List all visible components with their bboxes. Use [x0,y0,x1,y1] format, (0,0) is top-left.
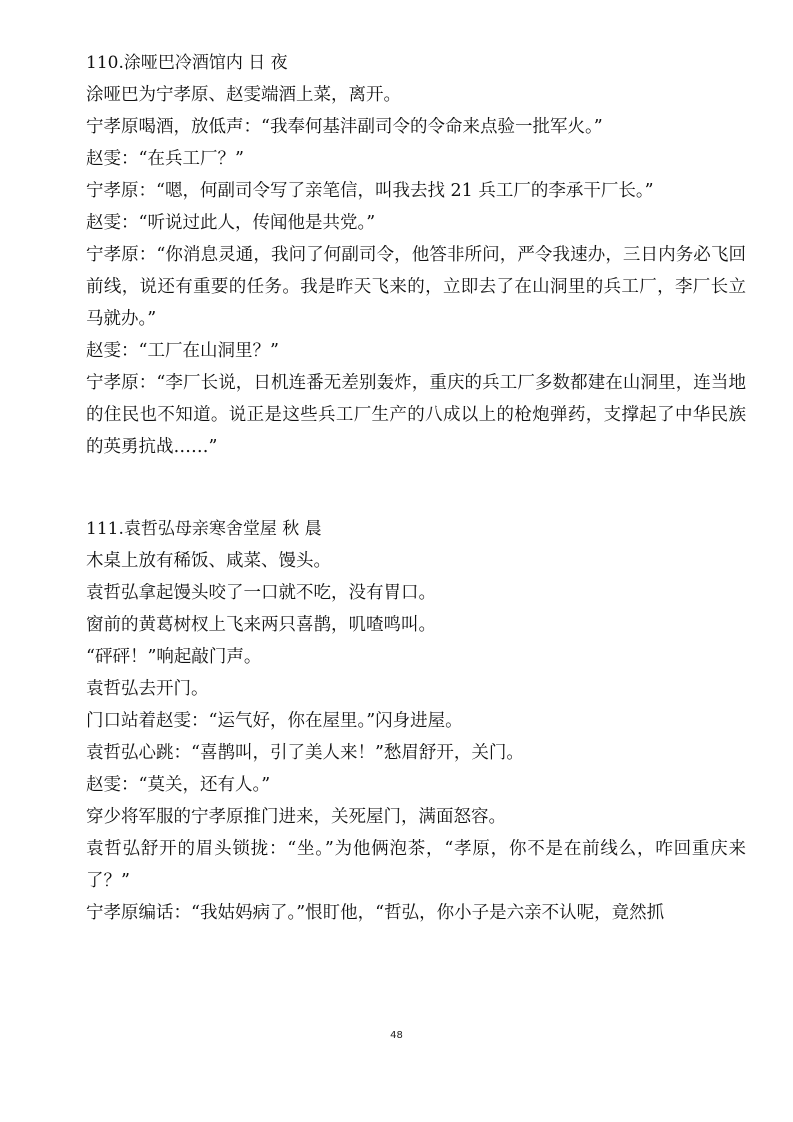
scene-110-line: 赵雯：“工厂在山洞里？” [86,341,279,361]
scene-111-line: 袁哲弘去开门。 [86,679,209,699]
scene-110-line: 涂哑巴为宁孝原、赵雯端酒上菜，离开。 [86,85,401,105]
scene-110-heading: 110.涂哑巴冷酒馆内 日 夜 [86,53,288,73]
scene-111-paragraph: 袁哲弘舒开的眉头锁拢：“坐。”为他俩泡茶，“孝原，你不是在前线么，咋回重庆来了？” [86,839,746,891]
scene-divider [86,463,746,513]
script-body [86,47,746,929]
scene-111-line: 袁哲弘拿起馒头咬了一口就不吃，没有胃口。 [86,583,436,603]
page-number: 48 [390,1030,403,1041]
scene-111-line: 窗前的黄葛树杈上飞来两只喜鹊，叽喳鸣叫。 [86,615,436,635]
scene-110-paragraph: 宁孝原：“你消息灵通，我问了何副司令，他答非所问，严令我速办，三日内务必飞回前线，说还有重要的任务。我是昨天飞来的，立即去了在山洞里的兵工厂，李厂长立马就办。” [86,245,746,329]
scene-111-line: 宁孝原编话：“我姑妈病了。”恨盯他，“哲弘，你小子是六亲不认呢，竟然抓 [86,903,665,923]
scene-111-line: 穿少将军服的宁孝原推门进来，关死屋门，满面怒容。 [86,807,506,827]
scene-111-line: “砰砰！”响起敲门声。 [86,647,262,667]
scene-111-line: 门口站着赵雯：“运气好，你在屋里。”闪身进屋。 [86,711,463,731]
scene-111-line: 木桌上放有稀饭、咸菜、馒头。 [86,551,331,571]
scene-110-paragraph: 宁孝原：“李厂长说，日机连番无差别轰炸，重庆的兵工厂多数都建在山洞里，连当地的住民也不知道。说正是这些兵工厂生产的八成以上的枪炮弹药，支撑起了中华民族的英勇抗战……” [86,373,746,457]
scene-110-line: 宁孝原喝酒，放低声：“我奉何基沣副司令的令命来点验一批军火。” [86,117,603,137]
scene-111-line: 袁哲弘心跳：“喜鹊叫，引了美人来！”愁眉舒开，关门。 [86,743,524,763]
scene-110-line: 赵雯：“在兵工厂？” [86,149,244,169]
scene-110-line: 赵雯：“听说过此人，传闻他是共党。” [86,213,376,233]
scene-111-line: 赵雯：“莫关，还有人。” [86,775,271,795]
scene-110-line: 宁孝原：“嗯，何副司令写了亲笔信，叫我去找 21 兵工厂的李承干厂长。” [86,181,654,201]
scene-111-heading: 111.袁哲弘母亲寒舍堂屋 秋 晨 [86,519,322,539]
